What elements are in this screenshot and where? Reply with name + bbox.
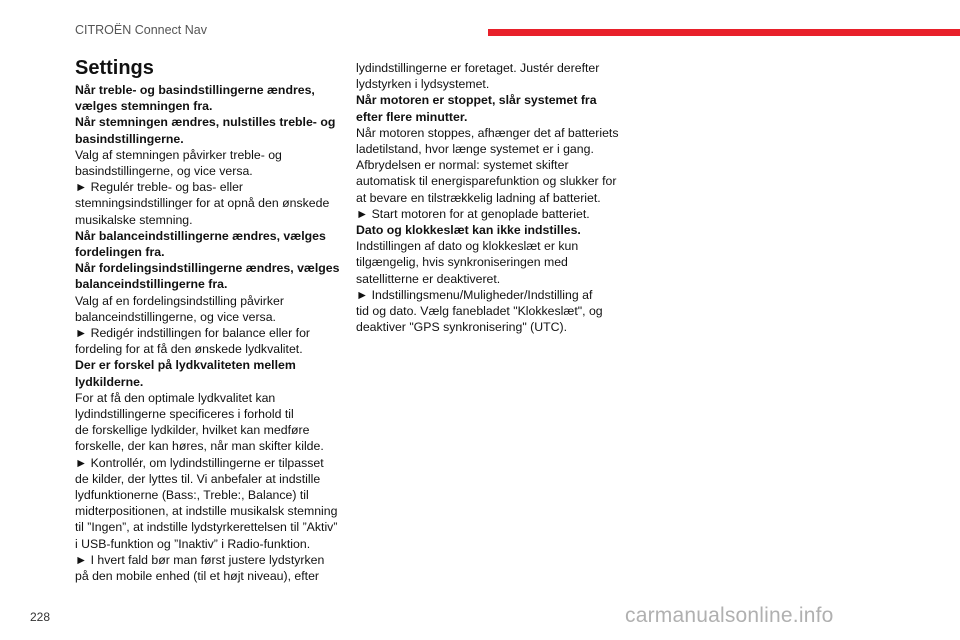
right-column <box>356 60 628 335</box>
text-line: de forskellige lydkilder, hvilket kan medføre <box>75 423 310 438</box>
text-line: efter flere minutter. <box>356 109 468 124</box>
text-line: til ”Ingen”, at indstille lydstyrkerettelsen til ”Aktiv” <box>75 520 338 535</box>
text-line: Indstillingen af dato og klokkeslæt er kun <box>356 239 579 254</box>
text-line: balanceindstillingerne fra. <box>75 277 228 292</box>
text-line: automatisk til energisparefunktion og slukker for <box>356 174 617 189</box>
text-line: Når motoren er stoppet, slår systemet fra <box>356 93 597 108</box>
text-line: ► Kontrollér, om lydindstillingerne er tilpasset <box>75 455 324 470</box>
header-accent-bar <box>488 29 960 36</box>
text-line: stemningsindstillinger for at opnå den ønskede <box>75 196 330 211</box>
text-line: i USB-funktion og ”Inaktiv” i Radio-funktion. <box>75 536 311 551</box>
text-line: lydindstillingerne specificeres i forhold til <box>75 407 294 422</box>
text-line: at bevare en tilstrækkelig ladning af batteriet. <box>356 190 601 205</box>
text-line: ► Regulér treble- og bas- eller <box>75 180 244 195</box>
text-line: vælges stemningen fra. <box>75 99 213 114</box>
text-line: Når fordelingsindstillingerne ændres, vælges <box>75 261 340 276</box>
text-line: For at få den optimale lydkvalitet kan <box>75 390 276 405</box>
text-line: Når stemningen ændres, nulstilles treble- og <box>75 115 336 130</box>
left-column-text <box>75 82 347 584</box>
text-line: basindstillingerne. <box>75 131 184 146</box>
text-line: Valg af en fordelingsindstilling påvirker <box>75 293 284 308</box>
left-column <box>75 56 347 584</box>
text-line: Der er forskel på lydkvaliteten mellem <box>75 358 296 373</box>
text-line: Når balanceindstillingerne ændres, vælges <box>75 228 326 243</box>
text-line: lydstyrken i lydsystemet. <box>356 77 490 92</box>
text-line: tilgængelig, hvis synkroniseringen med <box>356 255 568 270</box>
text-line: ► Indstillingsmenu/Muligheder/Indstilling af <box>356 287 593 302</box>
text-line: de kilder, der lyttes til. Vi anbefaler at indstille <box>75 471 321 486</box>
right-column-text <box>356 60 628 335</box>
text-line: ► Redigér indstillingen for balance eller for <box>75 326 311 341</box>
text-line: fordeling for at få den ønskede lydkvalitet. <box>75 342 303 357</box>
text-line: lydindstillingerne er foretaget. Justér derefter <box>356 61 600 75</box>
text-line: på den mobile enhed (til et højt niveau), efter <box>75 569 320 584</box>
text-line: Valg af stemningen påvirker treble- og <box>75 147 282 162</box>
text-line: Når treble- og basindstillingerne ændres, <box>75 83 315 97</box>
page-number: 228 <box>30 610 51 624</box>
text-line: ► I hvert fald bør man først justere lydstyrken <box>75 552 325 567</box>
text-line: balanceindstillingerne, og vice versa. <box>75 309 276 324</box>
text-line: satellitterne er deaktiveret. <box>356 271 501 286</box>
text-line: midterpositionen, at indstille musikalsk stemning <box>75 504 338 519</box>
text-line: musikalske stemning. <box>75 212 193 227</box>
text-line: tid og dato. Vælg fanebladet "Klokkeslæt", og <box>356 304 603 319</box>
text-line: Afbrydelsen er normal: systemet skifter <box>356 158 569 173</box>
watermark: carmanualsonline.info <box>625 604 834 627</box>
text-line: forskelle, der kan høres, når man skifter kilde. <box>75 439 324 454</box>
section-title: Settings <box>75 57 154 79</box>
text-line: fordelingen fra. <box>75 245 165 260</box>
text-line: ► Start motoren for at genoplade batteriet. <box>356 206 590 221</box>
text-line: Når motoren stoppes, afhænger det af batteriets <box>356 125 619 140</box>
text-line: lydkilderne. <box>75 374 144 389</box>
text-line: deaktiver "GPS synkronisering" (UTC). <box>356 320 568 335</box>
text-line: ladetilstand, hvor længe systemet er i gang. <box>356 142 594 157</box>
text-line: basindstillingerne, og vice versa. <box>75 164 253 179</box>
header-title: CITROËN Connect Nav <box>75 23 207 37</box>
text-line: Dato og klokkeslæt kan ikke indstilles. <box>356 223 581 238</box>
text-line: lydfunktionerne (Bass:, Treble:, Balance) til <box>75 488 309 503</box>
